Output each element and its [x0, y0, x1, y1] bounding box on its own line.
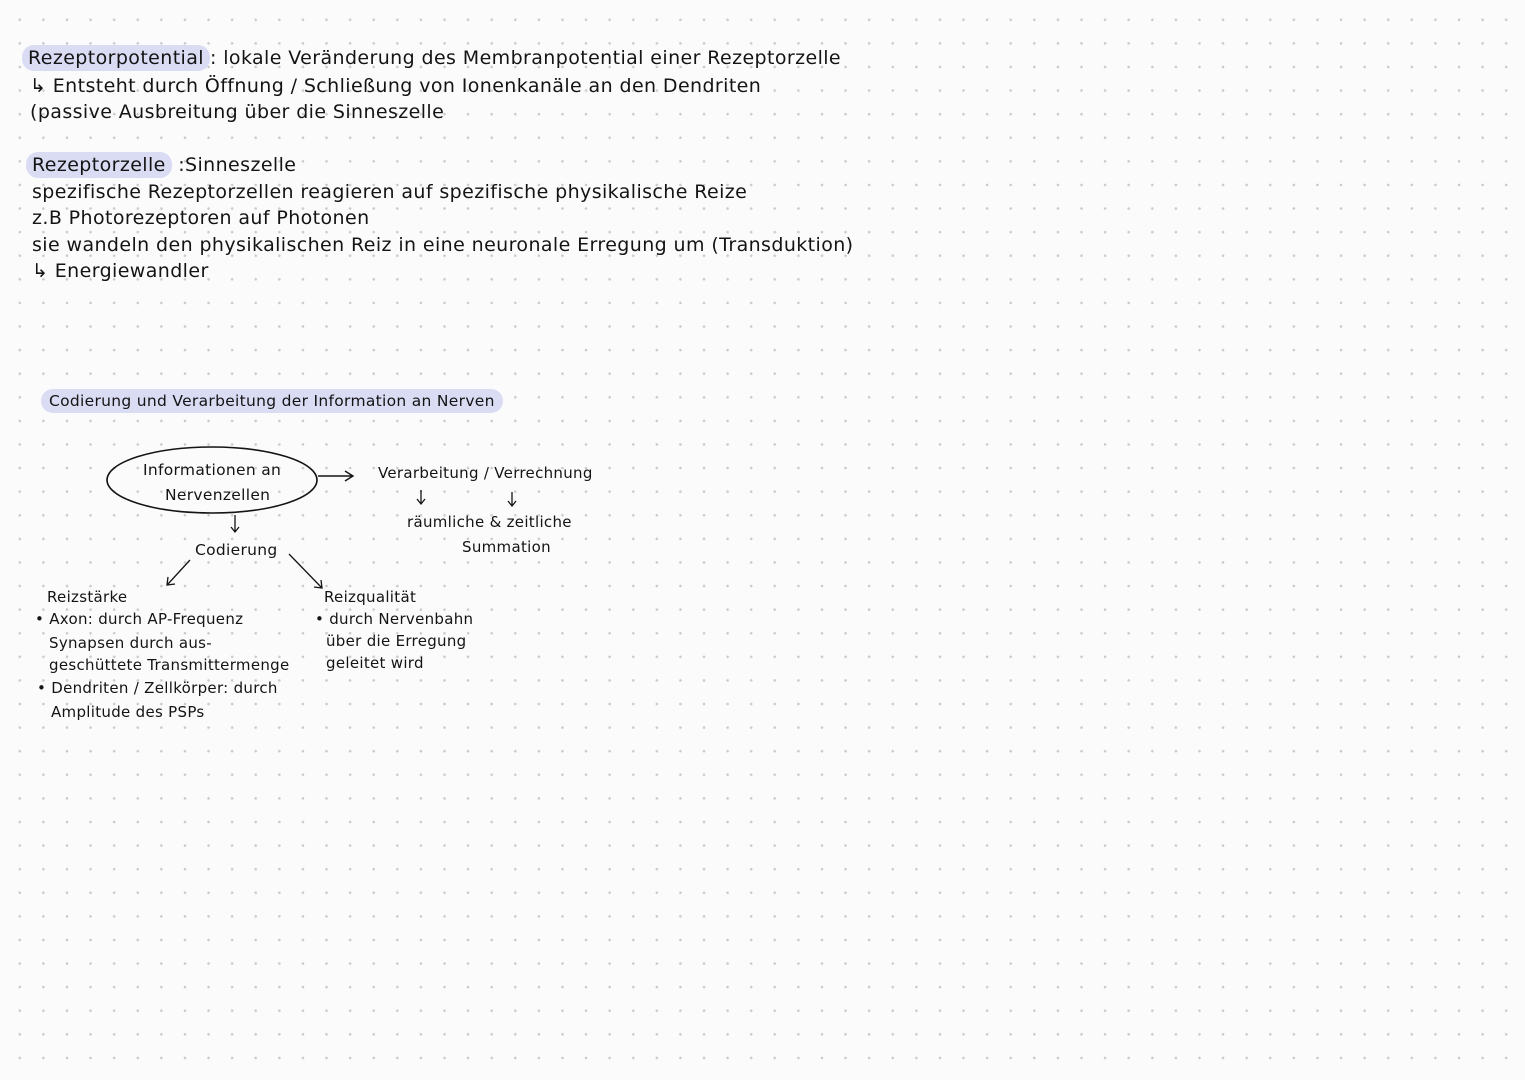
rezeptorzelle-specific: spezifische Rezeptorzellen reagieren auf spezifische physikalische Reize [32, 181, 748, 203]
arrow-processing-left [417, 490, 425, 504]
reizstaerke-amplitude: Amplitude des PSPs [51, 703, 205, 721]
rezeptorzelle-separator: : [178, 154, 186, 176]
rezeptorpotential-line [22, 49, 841, 68]
rezeptorzelle-definition: Sinneszelle [185, 154, 297, 176]
arrow-to-processing [318, 471, 353, 481]
reizqualitaet-erregung: über die Erregung [326, 632, 467, 650]
rezeptorzelle-term: Rezeptorzelle [26, 152, 172, 178]
rezeptorpotential-spread: (passive Ausbreitung über die Sinneszelle [30, 101, 445, 123]
coding-node: Codierung [195, 541, 278, 559]
reizstaerke-axon: • Axon: durch AP-Frequenz [35, 610, 244, 628]
rezeptorpotential-origin: ↳ Entsteht durch Öffnung / Schließung von Ionenkanäle an den Dendriten [30, 75, 762, 97]
summation-line1: räumliche & zeitliche [407, 513, 572, 531]
arrow-to-reizstaerke [167, 560, 190, 585]
summation-line2: Summation [462, 538, 551, 556]
arrow-processing-right [508, 492, 516, 506]
rezeptorpotential-definition: lokale Veränderung des Membranpotential einer Rezeptorzelle [223, 47, 842, 69]
center-node-line1: Informationen an [143, 461, 282, 479]
rezeptorpotential-separator: : [209, 47, 217, 69]
arrow-to-coding [231, 515, 239, 532]
arrow-to-reizqualitaet [289, 554, 322, 588]
reizqualitaet-geleitet: geleitet wird [326, 654, 424, 672]
rezeptorzelle-energy: ↳ Energiewandler [32, 260, 209, 282]
reizstaerke-title: Reizstärke [47, 588, 128, 606]
reizstaerke-transmitter: geschüttete Transmittermenge [49, 656, 290, 674]
codierung-heading [41, 394, 503, 410]
reizqualitaet-bahn: • durch Nervenbahn [315, 610, 474, 628]
rezeptorzelle-transduction: sie wandeln den physikalischen Reiz in eine neuronale Erregung um (Transduktion) [32, 234, 854, 256]
center-node-line2: Nervenzellen [165, 486, 271, 504]
reizqualitaet-title: Reizqualität [324, 588, 417, 606]
codierung-heading-text: Codierung und Verarbeitung der Information an Nerven [41, 389, 503, 413]
processing-node: Verarbeitung / Verrechnung [378, 464, 593, 482]
rezeptorpotential-term: Rezeptorpotential [22, 45, 210, 71]
rezeptorzelle-example: z.B Photorezeptoren auf Photonen [32, 207, 370, 229]
reizstaerke-synapsen: Synapsen durch aus- [49, 634, 212, 652]
reizstaerke-dendriten: • Dendriten / Zellkörper: durch [37, 679, 278, 697]
rezeptorzelle-line [26, 156, 296, 175]
